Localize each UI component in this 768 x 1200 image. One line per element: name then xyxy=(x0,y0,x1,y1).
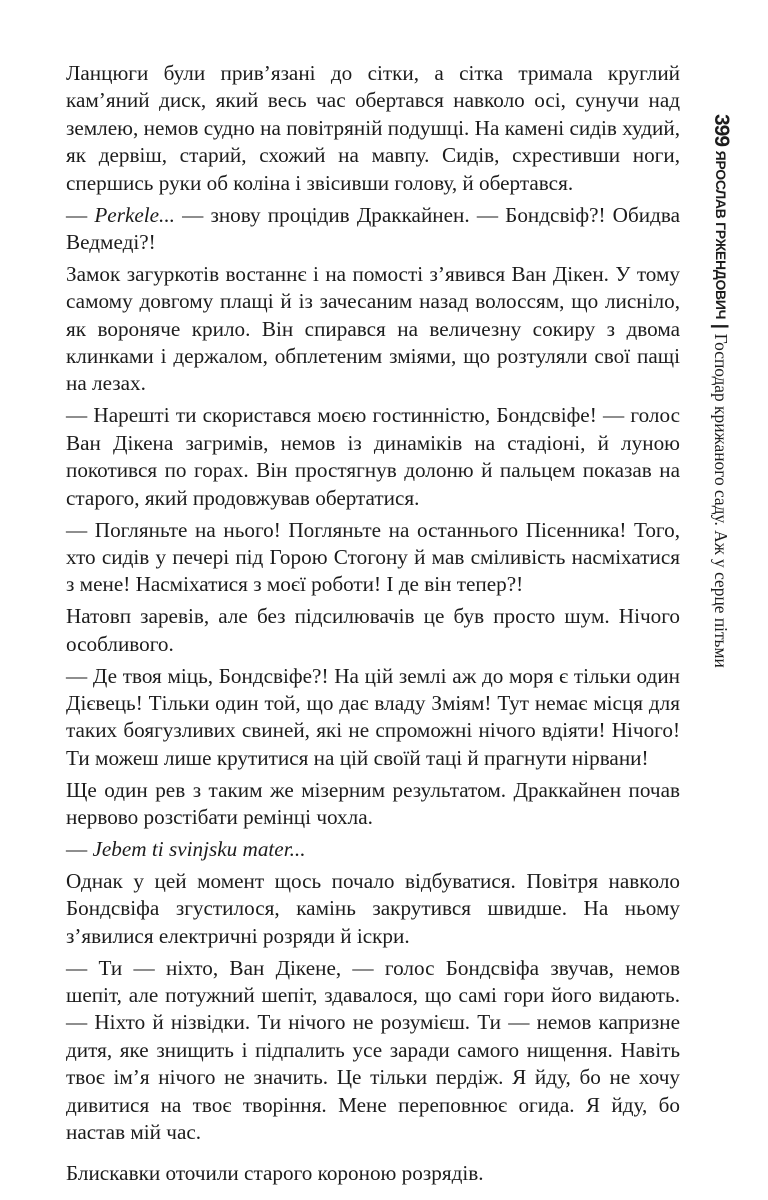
page-number: 399 xyxy=(710,114,733,147)
paragraph: — Perkele... — знову процідив Драккайнен. — Бондсвіф?! Обидва Ведмеді?! xyxy=(66,202,681,254)
paragraph: Однак у цей момент щось почало відбуватися. Повітря навколо Бондсвіфа згустилося, камінь закрутився швидше. На ньому з’явилися електричні розряди й іскри. xyxy=(66,868,680,948)
paragraph: — Ти — ніхто, Ван Дікене, — голос Бондсвіфа звучав, немов шепіт, але потужний шепіт, здавалося, що самі гори його видають. — Ніхто й нізвідки. Ти нічого не розумієш. Ти — немов капризне дитя, яке знищить і підпалить усе заради самого нищення. Навіть твоє ім’я нічого не значить. Це тільки пердіж. Я йду, бо не хочу дивитися на твоє творіння. Мене переповнює огида. Я йду, бо настав мій час. xyxy=(66,955,680,1145)
running-head-text xyxy=(706,114,736,668)
book-title: Господар крижаного саду. Аж у серце пітьми xyxy=(711,333,731,668)
body-text xyxy=(66,60,680,1192)
paragraph: — Нарешті ти скористався моєю гостинністю, Бондсвіфе! — голос Ван Дікена загримів, немов із динаміків на стадіоні, й луною покотився по горах. Він простягнув долоню й пальцем показав на старого, який продовжував обертатися. xyxy=(66,403,680,510)
running-head xyxy=(706,114,738,674)
paragraph: Ще один рев з таким же мізерним результатом. Драккайнен почав нервово розстібати ремінці чохла. xyxy=(66,777,680,830)
paragraph-rest: — знову процідив Драккайнен. — Бондсвіф?! Обидва Ведмеді?! xyxy=(66,202,681,254)
separator: | xyxy=(711,323,732,329)
paragraph: Блискавки оточили старого короною розрядів. xyxy=(66,1161,484,1186)
italic-phrase: Perkele... xyxy=(94,202,175,227)
paragraph: — Погляньте на нього! Погляньте на останнього Пісенника! Того, хто сидів у печері під Горою Стогону й мав сміливість насміхатися з мене! Насміхатися з моєї роботи! І де він тепер?! xyxy=(66,517,680,597)
italic-phrase: Jebem ti svinjsku mater... xyxy=(92,836,306,861)
paragraph: — Де твоя міць, Бондсвіфе?! На цій землі аж до моря є тільки один Дієвець! Тільки один той, що дає владу Зміям! Тут немає місця для таких боягузливих свиней, які не спроможні нічого вдіяти! Нічого! Ти можеш лише крутитися на цій своїй таці й прагнути нірвани! xyxy=(66,663,680,770)
paragraph: — Jebem ti svinjsku mater... xyxy=(66,836,306,861)
paragraph: Замок загуркотів востаннє і на помості з’явився Ван Дікен. У тому самому довгому плащі й із зачесаним назад волоссям, що лисніло, як вороняче крило. Він спирався на величезну сокиру з двома клинками і держалом, обплетеним зміями, що розтуляли свої пащі на лезах. xyxy=(66,261,680,396)
author-name: ЯРОСЛАВ ГРЖЕНДОВИЧ xyxy=(713,150,729,320)
paragraph: Натовп заревів, але без підсилювачів це був просто шум. Нічого особливого. xyxy=(66,604,680,656)
paragraph: Ланцюги були прив’язані до сітки, а сітка тримала круглий кам’яний диск, який весь час обертався навколо осі, сунучи над землею, немов судно на повітряній подушці. На камені сидів худий, як дервіш, старий, схожий на мавпу. Сидів, схрестивши ноги, спершись руки об коліна і звісивши голову, й обертався. xyxy=(66,61,680,195)
